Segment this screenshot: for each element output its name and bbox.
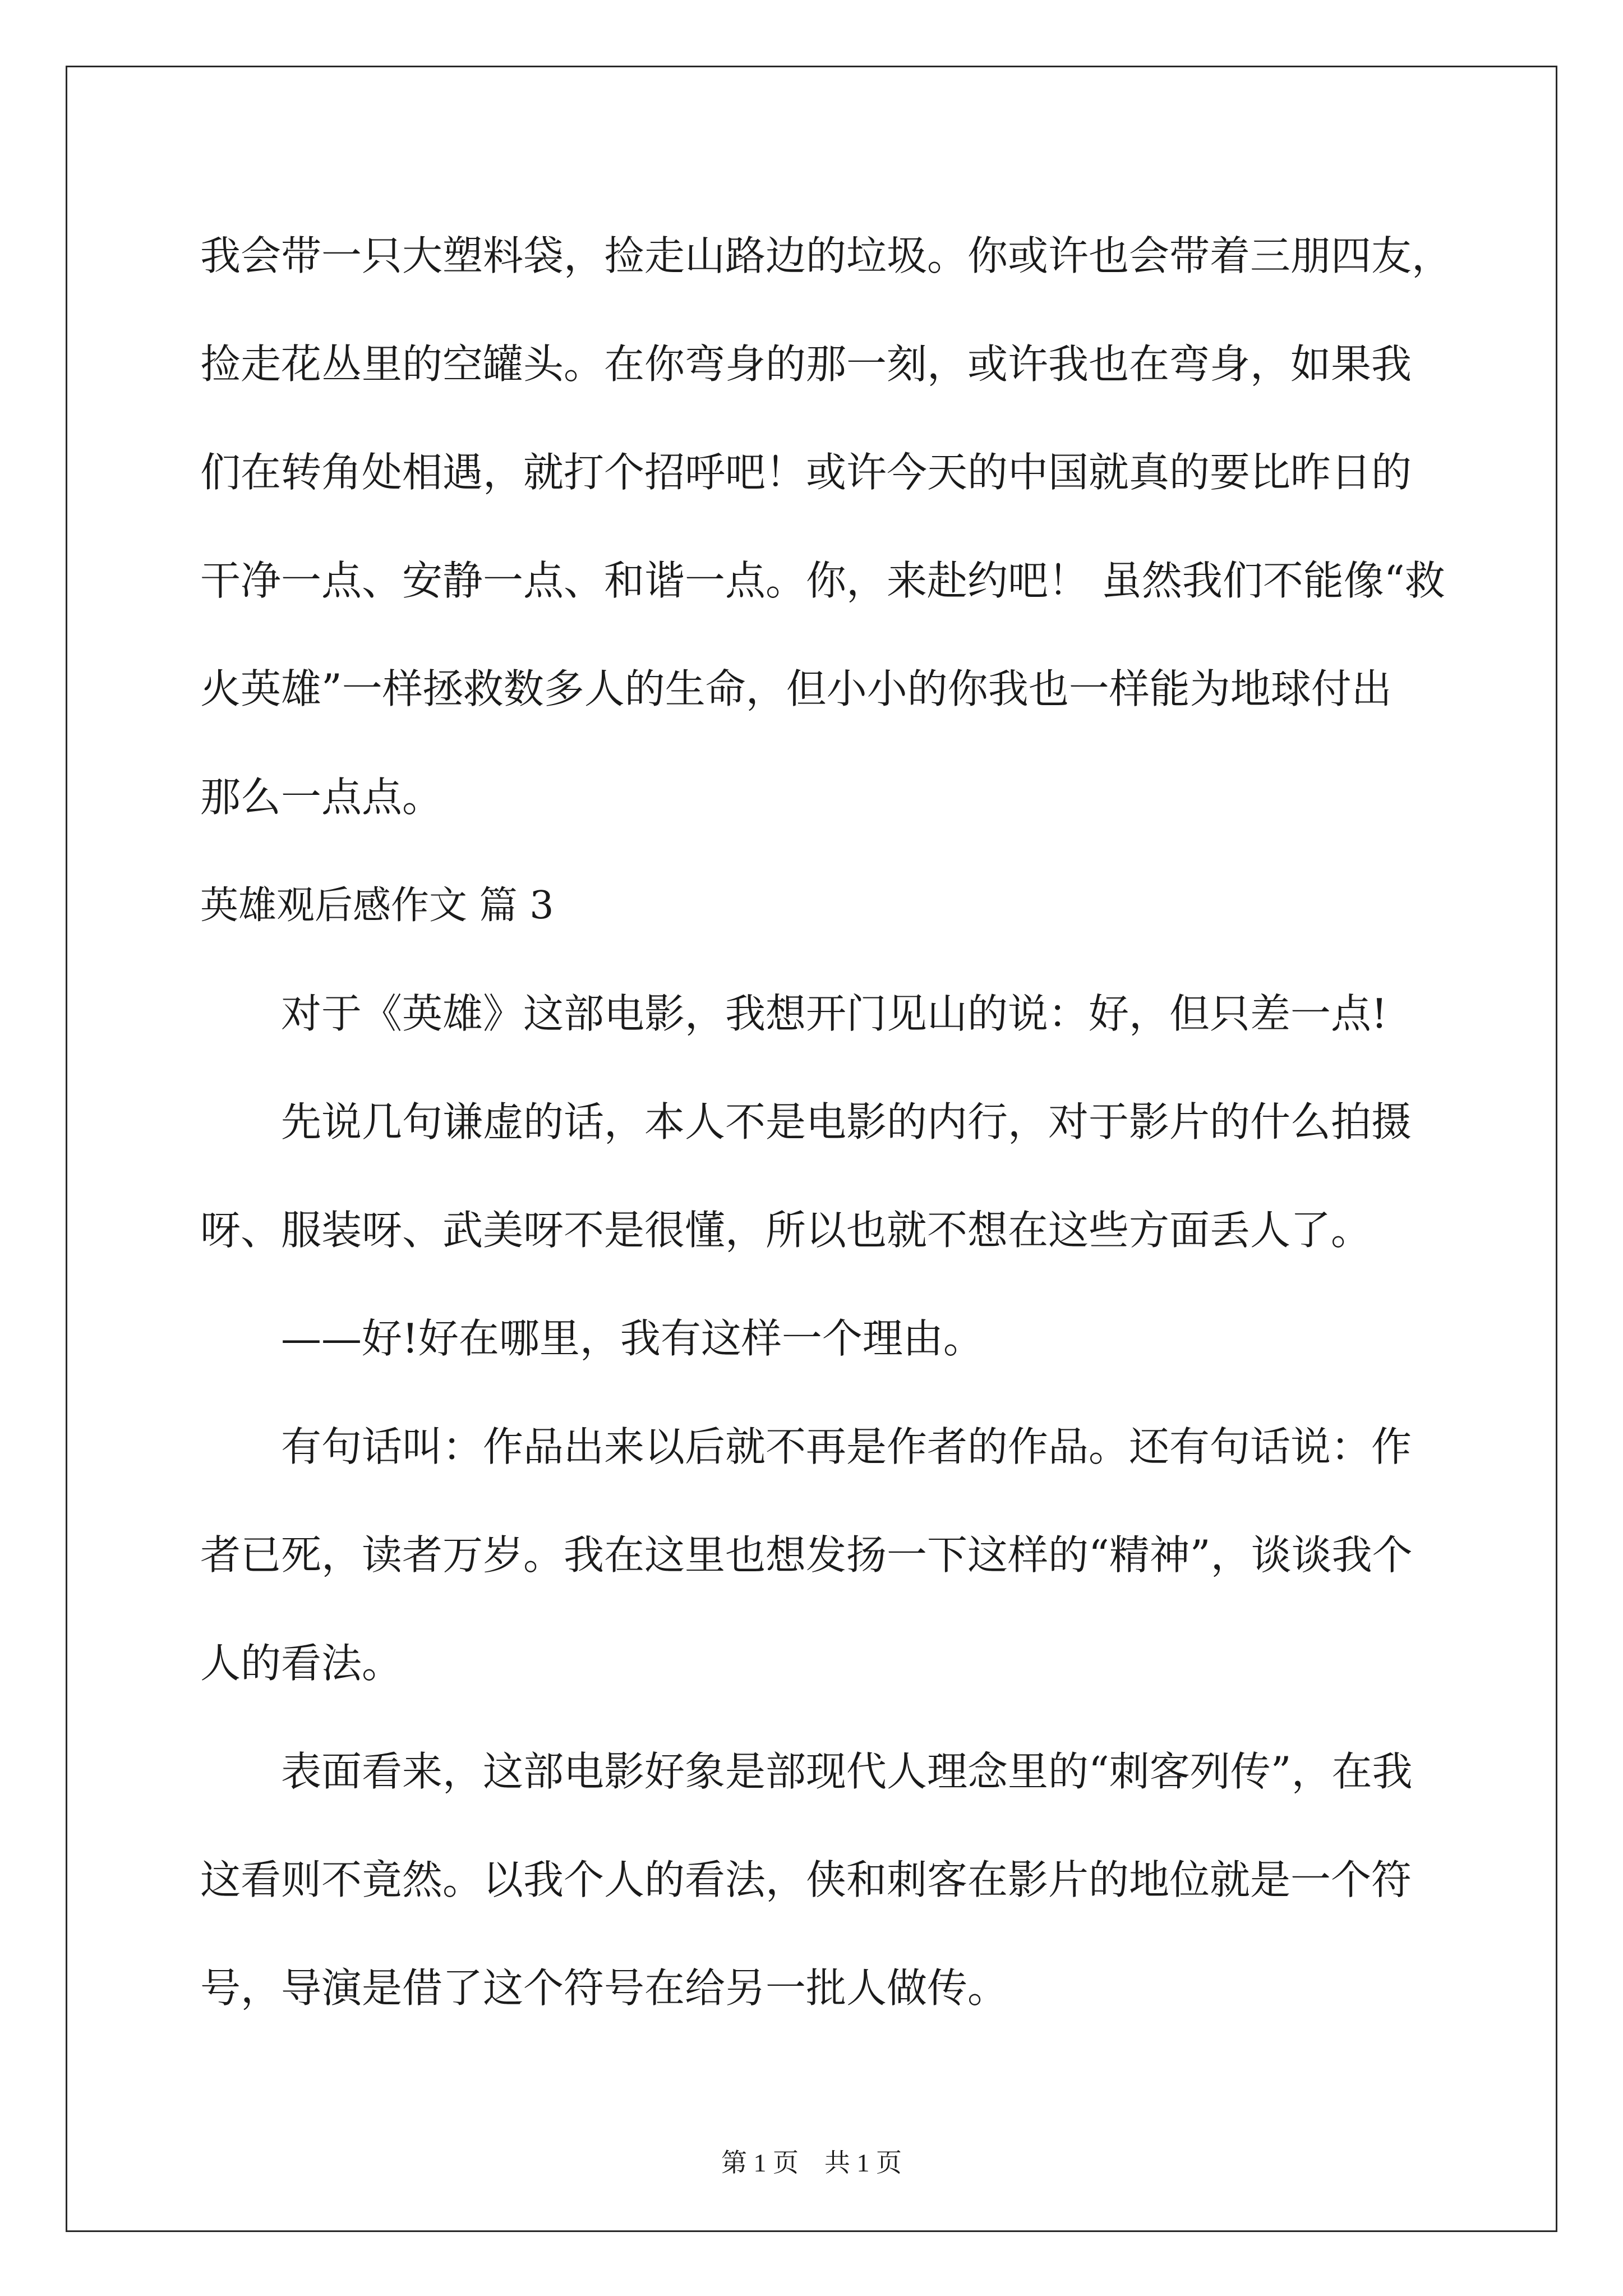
page-number-footer: 第 1 页 共 1 页	[721, 2148, 902, 2177]
paragraph-line: 呀、服装呀、武美呀不是很懂，所以也就不想在这些方面丢人了。	[200, 1207, 1372, 1254]
paragraph-line: 对于《英雄》这部电影，我想开门见山的说：好，但只差一点!	[281, 990, 1387, 1037]
section-heading: 英雄观后感作文 篇 3	[200, 884, 554, 928]
paragraph-line: 先说几句谦虚的话，本人不是电影的内行，对于影片的什么拍摄	[281, 1098, 1412, 1145]
document-body	[200, 202, 1453, 2042]
paragraph-line: 号，导演是借了这个符号在给另一批人做传。	[200, 1964, 1008, 2012]
text-line: 那么一点点。	[200, 774, 443, 821]
text-line: 们在转角处相遇，就打个招呼吧！或许今天的中国就真的要比昨日的	[200, 449, 1412, 496]
paragraph-line: 有句话叫：作品出来以后就不再是作者的作品。还有句话说：作	[281, 1423, 1412, 1470]
text-line: 火英雄”一样拯救数多人的生命，但小小的你我也一样能为地球付出	[200, 665, 1392, 712]
text-line: 我会带一只大塑料袋，捡走山路边的垃圾。你或许也会带着三朋四友，	[200, 232, 1453, 279]
text-line: 干净一点、安静一点、和谐一点。你，来赴约吧！ 虽然我们不能像“救	[200, 557, 1445, 604]
paragraph-line: 这看则不竟然。以我个人的看法，侠和刺客在影片的地位就是一个符	[200, 1856, 1412, 1903]
paragraph-line: 人的看法。	[200, 1640, 403, 1687]
paragraph-line: 表面看来，这部电影好象是部现代人理念里的“刺客列传”，在我	[281, 1748, 1413, 1795]
paragraph-line: ——好!好在哪里，我有这样一个理由。	[281, 1315, 984, 1362]
text-line: 捡走花丛里的空罐头。在你弯身的那一刻，或许我也在弯身，如果我	[200, 341, 1412, 388]
paragraph-line: 者已死，读者万岁。我在这里也想发扬一下这样的“精神”，谈谈我个	[200, 1531, 1413, 1579]
